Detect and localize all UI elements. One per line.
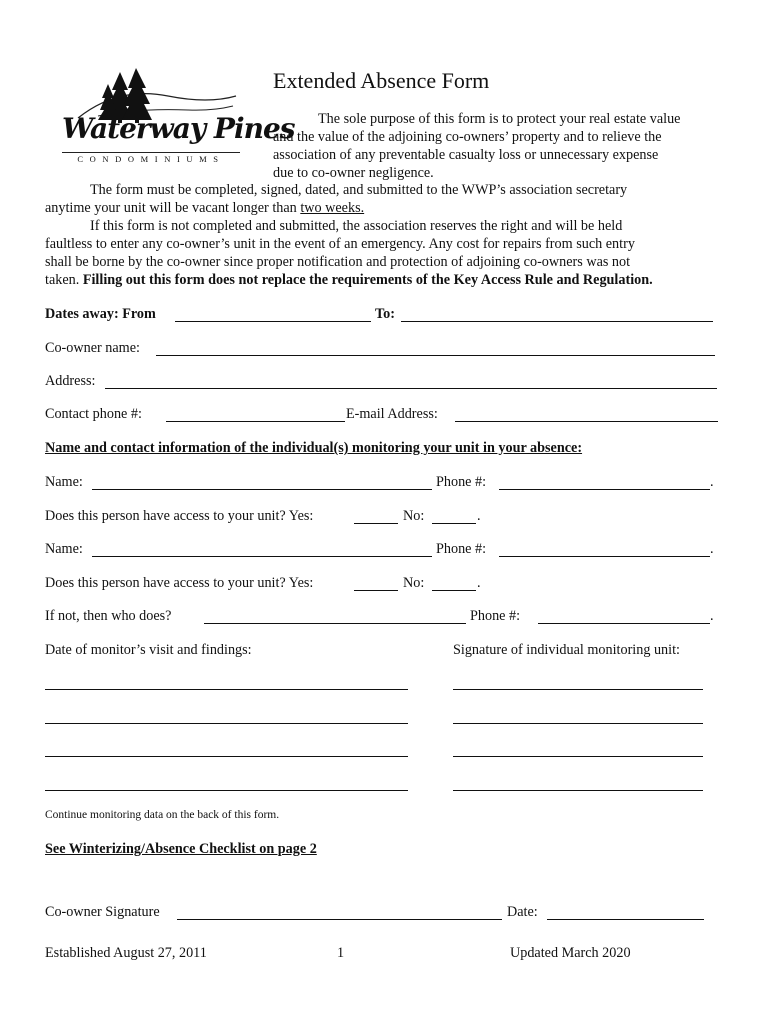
para2-line-2 (45, 199, 364, 217)
email-label: E-mail Address: (346, 406, 438, 422)
monitor-signature-line-2[interactable] (453, 723, 703, 724)
address-input[interactable] (105, 388, 717, 389)
monitor2-access-no-label: No: (403, 575, 425, 591)
monitor2-access-question: Does this person have access to your unit? Yes: (45, 575, 314, 591)
contact-phone-label: Contact phone #: (45, 406, 142, 422)
footer-updated: Updated March 2020 (510, 945, 631, 961)
coowner-signature-label: Co-owner Signature (45, 904, 160, 920)
monitor2-access-yes-input[interactable] (354, 590, 398, 591)
intro-line-3: association of any preventable casualty loss or unnecessary expense (273, 147, 659, 163)
coowner-name-label: Co-owner name: (45, 340, 140, 356)
signature-date-label: Date: (507, 904, 538, 920)
monitor-signature-label: Signature of individual monitoring unit: (453, 642, 680, 658)
logo-wordmark: Waterway Pines (62, 112, 295, 145)
para3-line-3: shall be borne by the co-owner since proper notification and protection of adjoining co-owners was not (45, 254, 631, 270)
email-input[interactable] (455, 421, 718, 422)
monitor1-phone-period: . (710, 474, 714, 490)
monitor-section-heading: Name and contact information of the individual(s) monitoring your unit in your absence: (45, 440, 583, 456)
contact-phone-input[interactable] (166, 421, 345, 422)
dates-from-input[interactable] (175, 321, 371, 322)
page-number: 1 (337, 945, 345, 961)
address-label: Address: (45, 373, 96, 389)
monitor2-phone-input[interactable] (499, 556, 710, 557)
monitor-signature-line-3[interactable] (453, 756, 703, 757)
visit-findings-line-1[interactable] (45, 689, 408, 690)
ifnot-phone-period: . (710, 608, 714, 624)
monitor2-phone-label: Phone #: (436, 541, 487, 557)
intro-line-1: The sole purpose of this form is to protect your real estate value (318, 111, 681, 127)
ifnot-phone-input[interactable] (538, 623, 710, 624)
dates-to-input[interactable] (401, 321, 713, 322)
para2-line-1: The form must be completed, signed, dated, and submitted to the WWP’s association secretary (90, 182, 628, 198)
key-access-notice: Filling out this form does not replace the requirements of the Key Access Rule and Regulation. (82, 272, 653, 288)
footer-established: Established August 27, 2011 (45, 945, 207, 961)
monitor1-name-label: Name: (45, 474, 83, 490)
intro-line-4: due to co-owner negligence. (273, 165, 434, 181)
page-title: Extended Absence Form (273, 68, 490, 93)
dates-from-label: Dates away: From (45, 306, 156, 322)
para2-line-2-text: anytime your unit will be vacant longer than (45, 200, 301, 216)
visit-findings-line-4[interactable] (45, 790, 408, 791)
monitor-visit-label: Date of monitor’s visit and findings: (45, 642, 252, 658)
ifnot-input[interactable] (204, 623, 466, 624)
monitor1-access-no-label: No: (403, 508, 425, 524)
monitor2-access-no-input[interactable] (432, 590, 476, 591)
monitor2-name-label: Name: (45, 541, 83, 557)
monitor1-access-no-input[interactable] (432, 523, 476, 524)
monitor-signature-line-4[interactable] (453, 790, 703, 791)
monitor1-access-yes-input[interactable] (354, 523, 398, 524)
monitor1-name-input[interactable] (92, 489, 432, 490)
monitor1-access-question: Does this person have access to your unit? Yes: (45, 508, 314, 524)
para3-line-4 (45, 271, 653, 289)
monitor2-phone-period: . (710, 541, 714, 557)
logo-subtitle: CONDOMINIUMS (62, 152, 240, 164)
monitor1-access-period: . (477, 508, 481, 524)
monitor2-access-period: . (477, 575, 481, 591)
visit-findings-line-2[interactable] (45, 723, 408, 724)
two-weeks-text: two weeks. (300, 200, 365, 216)
para3-line-2: faultless to enter any co-owner’s unit in the event of an emergency. Any cost for repairs from such entry (45, 236, 635, 252)
signature-date-input[interactable] (547, 919, 704, 920)
visit-findings-line-3[interactable] (45, 756, 408, 757)
intro-line-2: and the value of the adjoining co-owners’ property and to relieve the (273, 129, 662, 145)
ifnot-label: If not, then who does? (45, 608, 172, 624)
dates-to-label: To: (375, 306, 395, 322)
para3-line-4-text: taken. (45, 272, 83, 288)
monitor2-name-input[interactable] (92, 556, 432, 557)
checklist-link[interactable]: See Winterizing/Absence Checklist on page 2 (45, 841, 317, 857)
ifnot-phone-label: Phone #: (470, 608, 521, 624)
monitor-signature-line-1[interactable] (453, 689, 703, 690)
intro-paragraph (273, 110, 733, 182)
waterway-pines-logo (58, 66, 295, 166)
para3-line-1: If this form is not completed and submitted, the association reserves the right and will be held (90, 218, 623, 234)
coowner-signature-input[interactable] (177, 919, 502, 920)
coowner-name-input[interactable] (156, 355, 715, 356)
continue-note: Continue monitoring data on the back of this form. (45, 809, 280, 821)
monitor1-phone-input[interactable] (499, 489, 710, 490)
monitor1-phone-label: Phone #: (436, 474, 487, 490)
